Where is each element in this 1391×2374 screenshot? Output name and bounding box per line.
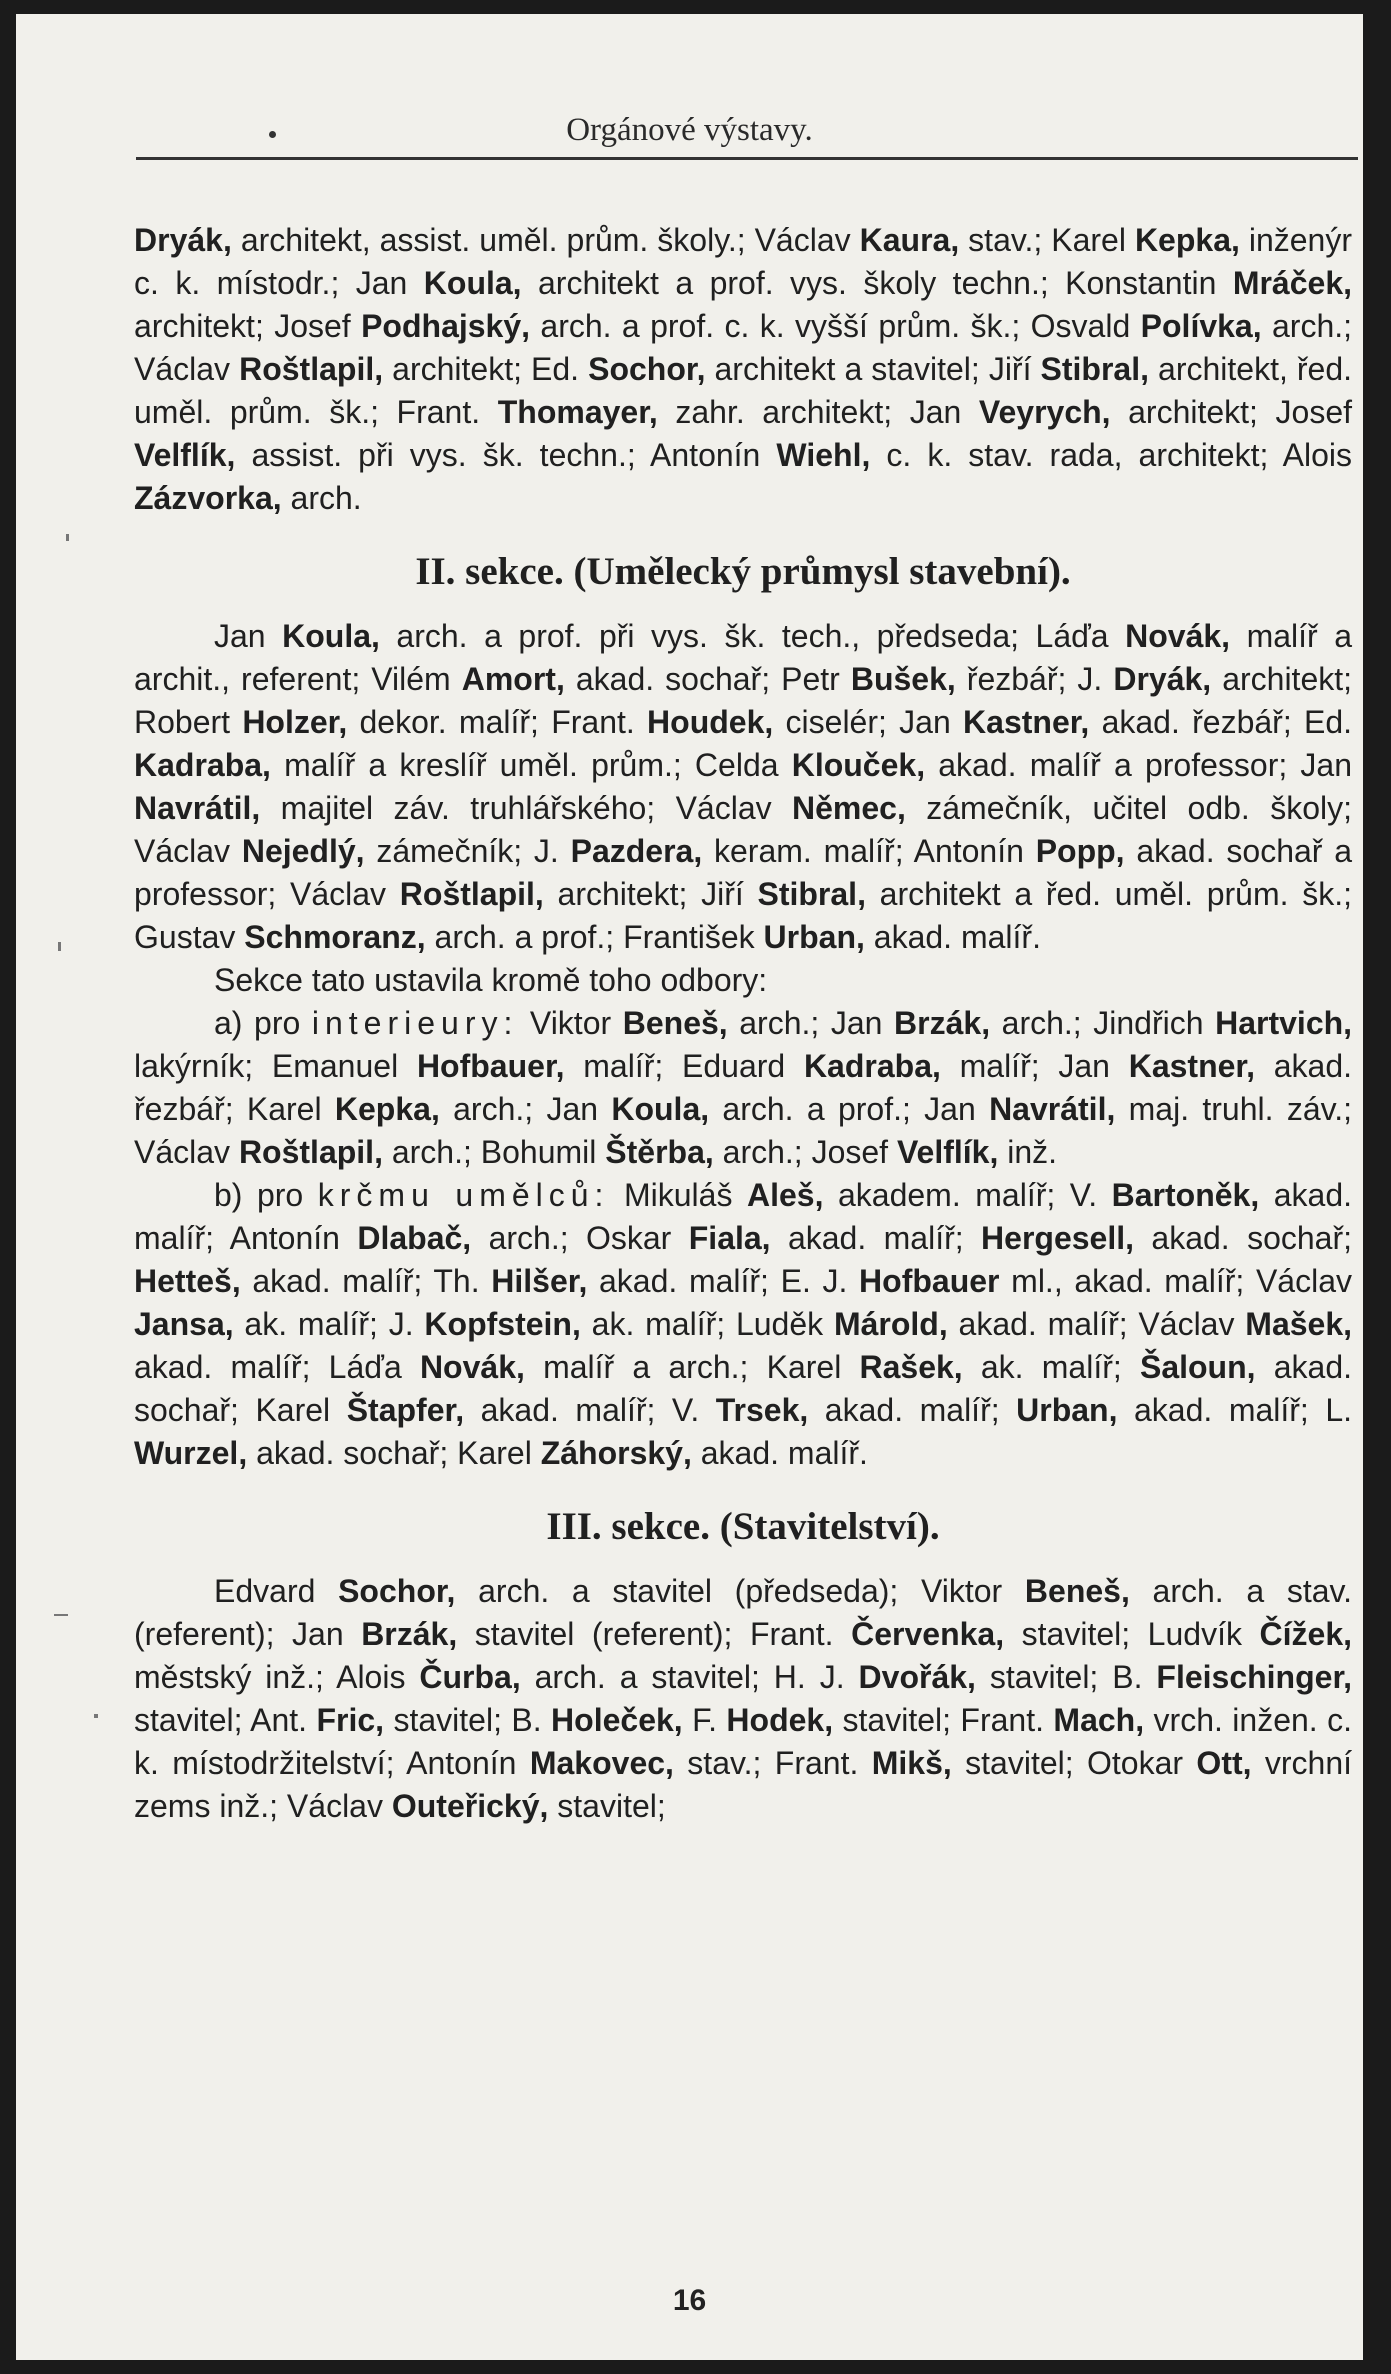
member-surname: Roštlapil, xyxy=(239,351,384,387)
member-surname: Fric, xyxy=(316,1702,385,1738)
member-surname: Štěrba, xyxy=(605,1134,714,1170)
text-run: arch. a stavitel (předseda); Viktor xyxy=(455,1573,1025,1609)
spaced-label: krčmu umělců: xyxy=(317,1177,610,1213)
text-run: malíř a kreslíř uměl. prům.; Celda xyxy=(270,747,792,783)
member-surname: Stibral, xyxy=(1040,351,1149,387)
member-surname: Urban, xyxy=(1016,1392,1118,1428)
member-surname: Dryák, xyxy=(134,222,232,258)
member-surname: Dryák, xyxy=(1113,661,1212,697)
member-surname: Roštlapil, xyxy=(238,1134,383,1170)
member-surname: Sochor, xyxy=(338,1573,456,1609)
paragraph xyxy=(134,615,1352,959)
text-run: arch.; Jindřich xyxy=(990,1005,1216,1041)
text-run: arch. a prof. c. k. vyšší prům. šk.; Osvald xyxy=(530,308,1141,344)
member-surname: Fleischinger, xyxy=(1156,1659,1353,1695)
text-run: akad. sochař; Karel xyxy=(247,1435,541,1471)
text-run: stavitel; B. xyxy=(384,1702,552,1738)
print-fleck xyxy=(66,534,69,541)
paragraph xyxy=(134,1570,1352,1828)
text-run: majitel záv. truhlářského; Václav xyxy=(260,790,793,826)
text-run: akad. sochař a professor; Václav xyxy=(134,833,1353,912)
member-surname: Holzer, xyxy=(242,704,348,740)
member-surname: Kadraba, xyxy=(134,747,271,783)
text-run: vrchní zems inž.; Václav xyxy=(134,1745,1353,1824)
member-surname: Amort, xyxy=(461,661,565,697)
text-run: stav.; Frant. xyxy=(673,1745,872,1781)
text-run: stavitel; Ant. xyxy=(134,1702,317,1738)
text-run: akad. malíř; xyxy=(770,1220,982,1256)
member-surname: Kadraba, xyxy=(803,1048,941,1084)
text-run: stav.; Karel xyxy=(959,222,1135,258)
text-run: stavitel; Ludvík xyxy=(1004,1616,1260,1652)
member-surname: Podhajský, xyxy=(361,308,531,344)
member-surname: Rašek, xyxy=(859,1349,963,1385)
member-surname: Thomayer, xyxy=(497,394,658,430)
text-run: akad. malíř; Láďa xyxy=(134,1349,420,1385)
text-run: malíř a arch.; Karel xyxy=(524,1349,860,1385)
member-surname: Koula, xyxy=(282,618,380,654)
member-surname: Navrátil, xyxy=(989,1091,1116,1127)
member-surname: Roštlapil, xyxy=(399,876,544,912)
text-run: arch.; Oskar xyxy=(471,1220,689,1256)
spaced-label: interieury: xyxy=(311,1005,519,1041)
text-run: arch. a prof.; Jan xyxy=(709,1091,990,1127)
text-run: architekt, assist. uměl. prům. školy.; Václav xyxy=(231,222,860,258)
member-surname: Brzák, xyxy=(361,1616,458,1652)
member-surname: Čížek, xyxy=(1259,1616,1353,1652)
text-run: akad. řezbář; Ed. xyxy=(1089,704,1353,740)
member-surname: Márold, xyxy=(833,1306,948,1342)
text-run: malíř a archit., referent; Vilém xyxy=(134,618,1353,697)
member-surname: Aleš, xyxy=(746,1177,824,1213)
text-run: akad. malíř; Th. xyxy=(240,1263,492,1299)
text-run: arch. a prof. při vys. šk. tech., předseda; Láďa xyxy=(379,618,1126,654)
member-surname: Hetteš, xyxy=(134,1263,241,1299)
member-surname: Záhorský, xyxy=(540,1435,692,1471)
text-run: zámečník, učitel odb. školy; Václav xyxy=(134,790,1353,869)
member-surname: Veyrych, xyxy=(978,394,1111,430)
member-surname: Stibral, xyxy=(757,876,866,912)
member-surname: Kastner, xyxy=(963,704,1090,740)
member-surname: Koula, xyxy=(423,265,522,301)
text-run: zámečník; J. xyxy=(364,833,571,869)
text-run: akad. malíř; L. xyxy=(1117,1392,1353,1428)
member-surname: Kastner, xyxy=(1128,1048,1255,1084)
member-surname: Velflík, xyxy=(134,437,236,473)
text-run: maj. truhl. záv.; Václav xyxy=(134,1091,1353,1170)
member-surname: Šaloun, xyxy=(1139,1349,1256,1385)
text-run: architekt, řed. uměl. prům. šk.; Frant. xyxy=(134,351,1353,430)
text-run: architekt a řed. uměl. prům. šk.; Gustav xyxy=(134,876,1353,955)
member-surname: Kopfstein, xyxy=(424,1306,581,1342)
paragraph xyxy=(134,1174,1352,1475)
member-surname: Polívka, xyxy=(1140,308,1262,344)
member-surname: Holeček, xyxy=(551,1702,683,1738)
member-surname: Sochor, xyxy=(588,351,706,387)
member-surname: Novák, xyxy=(1125,618,1231,654)
member-surname: Hofbauer, xyxy=(416,1048,565,1084)
member-surname: Wurzel, xyxy=(134,1435,248,1471)
member-surname: Dlabač, xyxy=(357,1220,472,1256)
member-surname: Houdek, xyxy=(647,704,774,740)
text-run: arch.; Bohumil xyxy=(382,1134,606,1170)
member-surname: Popp, xyxy=(1035,833,1125,869)
book-page xyxy=(16,14,1363,2360)
text-run: akad. sochař; xyxy=(1134,1220,1353,1256)
text-run: akad. malíř. xyxy=(864,919,1041,955)
text-run: arch. a stav. (referent); Jan xyxy=(134,1573,1353,1652)
text-run: stavitel; xyxy=(548,1788,666,1824)
text-run: arch.; Josef xyxy=(713,1134,897,1170)
text-run: Mikuláš xyxy=(609,1177,747,1213)
text-run: arch. xyxy=(281,480,362,516)
text-run: akad. sochař; Karel xyxy=(134,1349,1353,1428)
text-run: stavitel; B. xyxy=(975,1659,1157,1695)
text-run: dekor. malíř; Frant. xyxy=(347,704,648,740)
text-run: architekt; Josef xyxy=(134,308,362,344)
text-run: ml., akad. malíř; Václav xyxy=(999,1263,1353,1299)
text-run: assist. při vys. šk. techn.; Antonín xyxy=(235,437,777,473)
member-surname: Bartoněk, xyxy=(1111,1177,1260,1213)
text-run: keram. malíř; Antonín xyxy=(702,833,1036,869)
text-run: akad. malíř; E. J. xyxy=(587,1263,860,1299)
text-run: akad. malíř. xyxy=(691,1435,868,1471)
print-fleck xyxy=(54,1614,68,1616)
page-number: 16 xyxy=(672,2284,707,2317)
text-run: b) pro xyxy=(214,1177,318,1213)
running-header: Orgánové výstavy. xyxy=(566,112,813,148)
text-run: inženýr c. k. místodr.; Jan xyxy=(134,222,1353,301)
text-run: architekt; Robert xyxy=(134,661,1353,740)
member-surname: Makovec, xyxy=(529,1745,674,1781)
text-run: ciselér; Jan xyxy=(773,704,964,740)
text-run: lakýrník; Emanuel xyxy=(134,1048,417,1084)
text-run: stavitel (referent); Frant. xyxy=(457,1616,852,1652)
text-run: inž. xyxy=(998,1134,1058,1170)
text-run: stavitel; Frant. xyxy=(833,1702,1054,1738)
text-run: akad. sochař; Petr xyxy=(564,661,851,697)
section-heading: II. sekce. (Umělecký průmysl stavební). xyxy=(415,550,1071,593)
text-run: arch.; Václav xyxy=(134,308,1353,387)
text-run: arch.; Jan xyxy=(727,1005,895,1041)
member-surname: Hergesell, xyxy=(981,1220,1135,1256)
member-surname: Mikš, xyxy=(871,1745,952,1781)
text-run: vrch. inžen. c. k. místodržitelství; Antonín xyxy=(134,1702,1352,1781)
member-surname: Dvořák, xyxy=(858,1659,976,1695)
member-surname: Hartvich, xyxy=(1215,1005,1353,1041)
member-surname: Trsek, xyxy=(715,1392,809,1428)
text-run: F. xyxy=(682,1702,727,1738)
member-surname: Ott, xyxy=(1196,1745,1252,1781)
member-surname: Kaura, xyxy=(859,222,960,258)
text-run: arch.; Jan xyxy=(439,1091,612,1127)
member-surname: Hofbauer xyxy=(859,1263,1000,1299)
text-run: architekt a stavitel; Jiří xyxy=(705,351,1041,387)
text-run: akad. malíř; Václav xyxy=(947,1306,1246,1342)
member-surname: Červenka, xyxy=(851,1616,1005,1652)
member-surname: Mašek, xyxy=(1245,1306,1353,1342)
paragraph xyxy=(134,959,1352,1002)
text-run: ak. malíř; J. xyxy=(233,1306,425,1342)
member-surname: Velflík, xyxy=(896,1134,999,1170)
member-surname: Jansa, xyxy=(134,1306,234,1342)
text-run: Edvard xyxy=(214,1573,339,1609)
text-run: malíř; Jan xyxy=(940,1048,1129,1084)
member-surname: Outeřický, xyxy=(391,1788,549,1824)
text-run: městský inž.; Alois xyxy=(134,1659,420,1695)
member-surname: Čurba, xyxy=(419,1659,521,1695)
member-surname: Kepka, xyxy=(1134,222,1240,258)
print-fleck xyxy=(94,1714,98,1718)
member-surname: Štapfer, xyxy=(346,1392,465,1428)
text-run: akad. malíř; V. xyxy=(464,1392,716,1428)
text-run: c. k. stav. rada, architekt; Alois xyxy=(870,437,1353,473)
text-run: Jan xyxy=(214,618,283,654)
member-surname: Schmoranz, xyxy=(244,919,426,955)
member-surname: Němec, xyxy=(792,790,906,826)
text-run: akad. malíř a professor; Jan xyxy=(925,747,1352,783)
text-run: a) pro xyxy=(214,1005,312,1041)
member-surname: Zázvorka, xyxy=(134,480,282,516)
text-run: akad. řezbář; Karel xyxy=(134,1048,1353,1127)
text-run: architekt; Ed. xyxy=(383,351,589,387)
member-surname: Beneš, xyxy=(1024,1573,1130,1609)
member-surname: Koula, xyxy=(611,1091,710,1127)
text-run: arch. a stavitel; H. J. xyxy=(520,1659,859,1695)
text-run: akad. malíř; Antonín xyxy=(134,1177,1353,1256)
paragraph xyxy=(134,219,1352,520)
text-run: ak. malíř; xyxy=(962,1349,1140,1385)
text-run: řezbář; J. xyxy=(955,661,1114,697)
text-run: architekt a prof. vys. školy techn.; Konstantin xyxy=(521,265,1233,301)
member-surname: Beneš, xyxy=(622,1005,728,1041)
text-run: arch. a prof.; František xyxy=(425,919,764,955)
text-run: akad. malíř; xyxy=(808,1392,1017,1428)
section-heading: III. sekce. (Stavitelství). xyxy=(546,1505,940,1548)
header-rule xyxy=(136,157,1358,160)
member-surname: Wiehl, xyxy=(776,437,871,473)
member-surname: Fiala, xyxy=(688,1220,771,1256)
text-run: architekt; Jiří xyxy=(543,876,758,912)
member-surname: Navrátil, xyxy=(134,790,261,826)
member-surname: Hodek, xyxy=(726,1702,834,1738)
member-surname: Hilšer, xyxy=(491,1263,588,1299)
member-surname: Mráček, xyxy=(1232,265,1352,301)
paragraph xyxy=(134,1002,1352,1174)
text-run: Sekce tato ustavila kromě toho odbory: xyxy=(214,962,768,998)
text-run: architekt; Josef xyxy=(1110,394,1353,430)
text-run: stavitel; Otokar xyxy=(951,1745,1197,1781)
member-surname: Bušek, xyxy=(850,661,956,697)
text-run: Viktor xyxy=(518,1005,623,1041)
text-run: ak. malíř; Luděk xyxy=(580,1306,834,1342)
member-surname: Brzák, xyxy=(894,1005,991,1041)
print-fleck xyxy=(58,942,61,951)
text-run: zahr. architekt; Jan xyxy=(657,394,979,430)
member-surname: Klouček, xyxy=(791,747,926,783)
member-surname: Urban, xyxy=(763,919,865,955)
text-run: malíř; Eduard xyxy=(564,1048,804,1084)
member-surname: Pazdera, xyxy=(570,833,703,869)
member-surname: Mach, xyxy=(1053,1702,1145,1738)
member-surname: Kepka, xyxy=(334,1091,440,1127)
body-text xyxy=(134,219,1352,1828)
member-surname: Novák, xyxy=(419,1349,525,1385)
member-surname: Nejedlý, xyxy=(241,833,365,869)
text-run: akadem. malíř; V. xyxy=(823,1177,1112,1213)
